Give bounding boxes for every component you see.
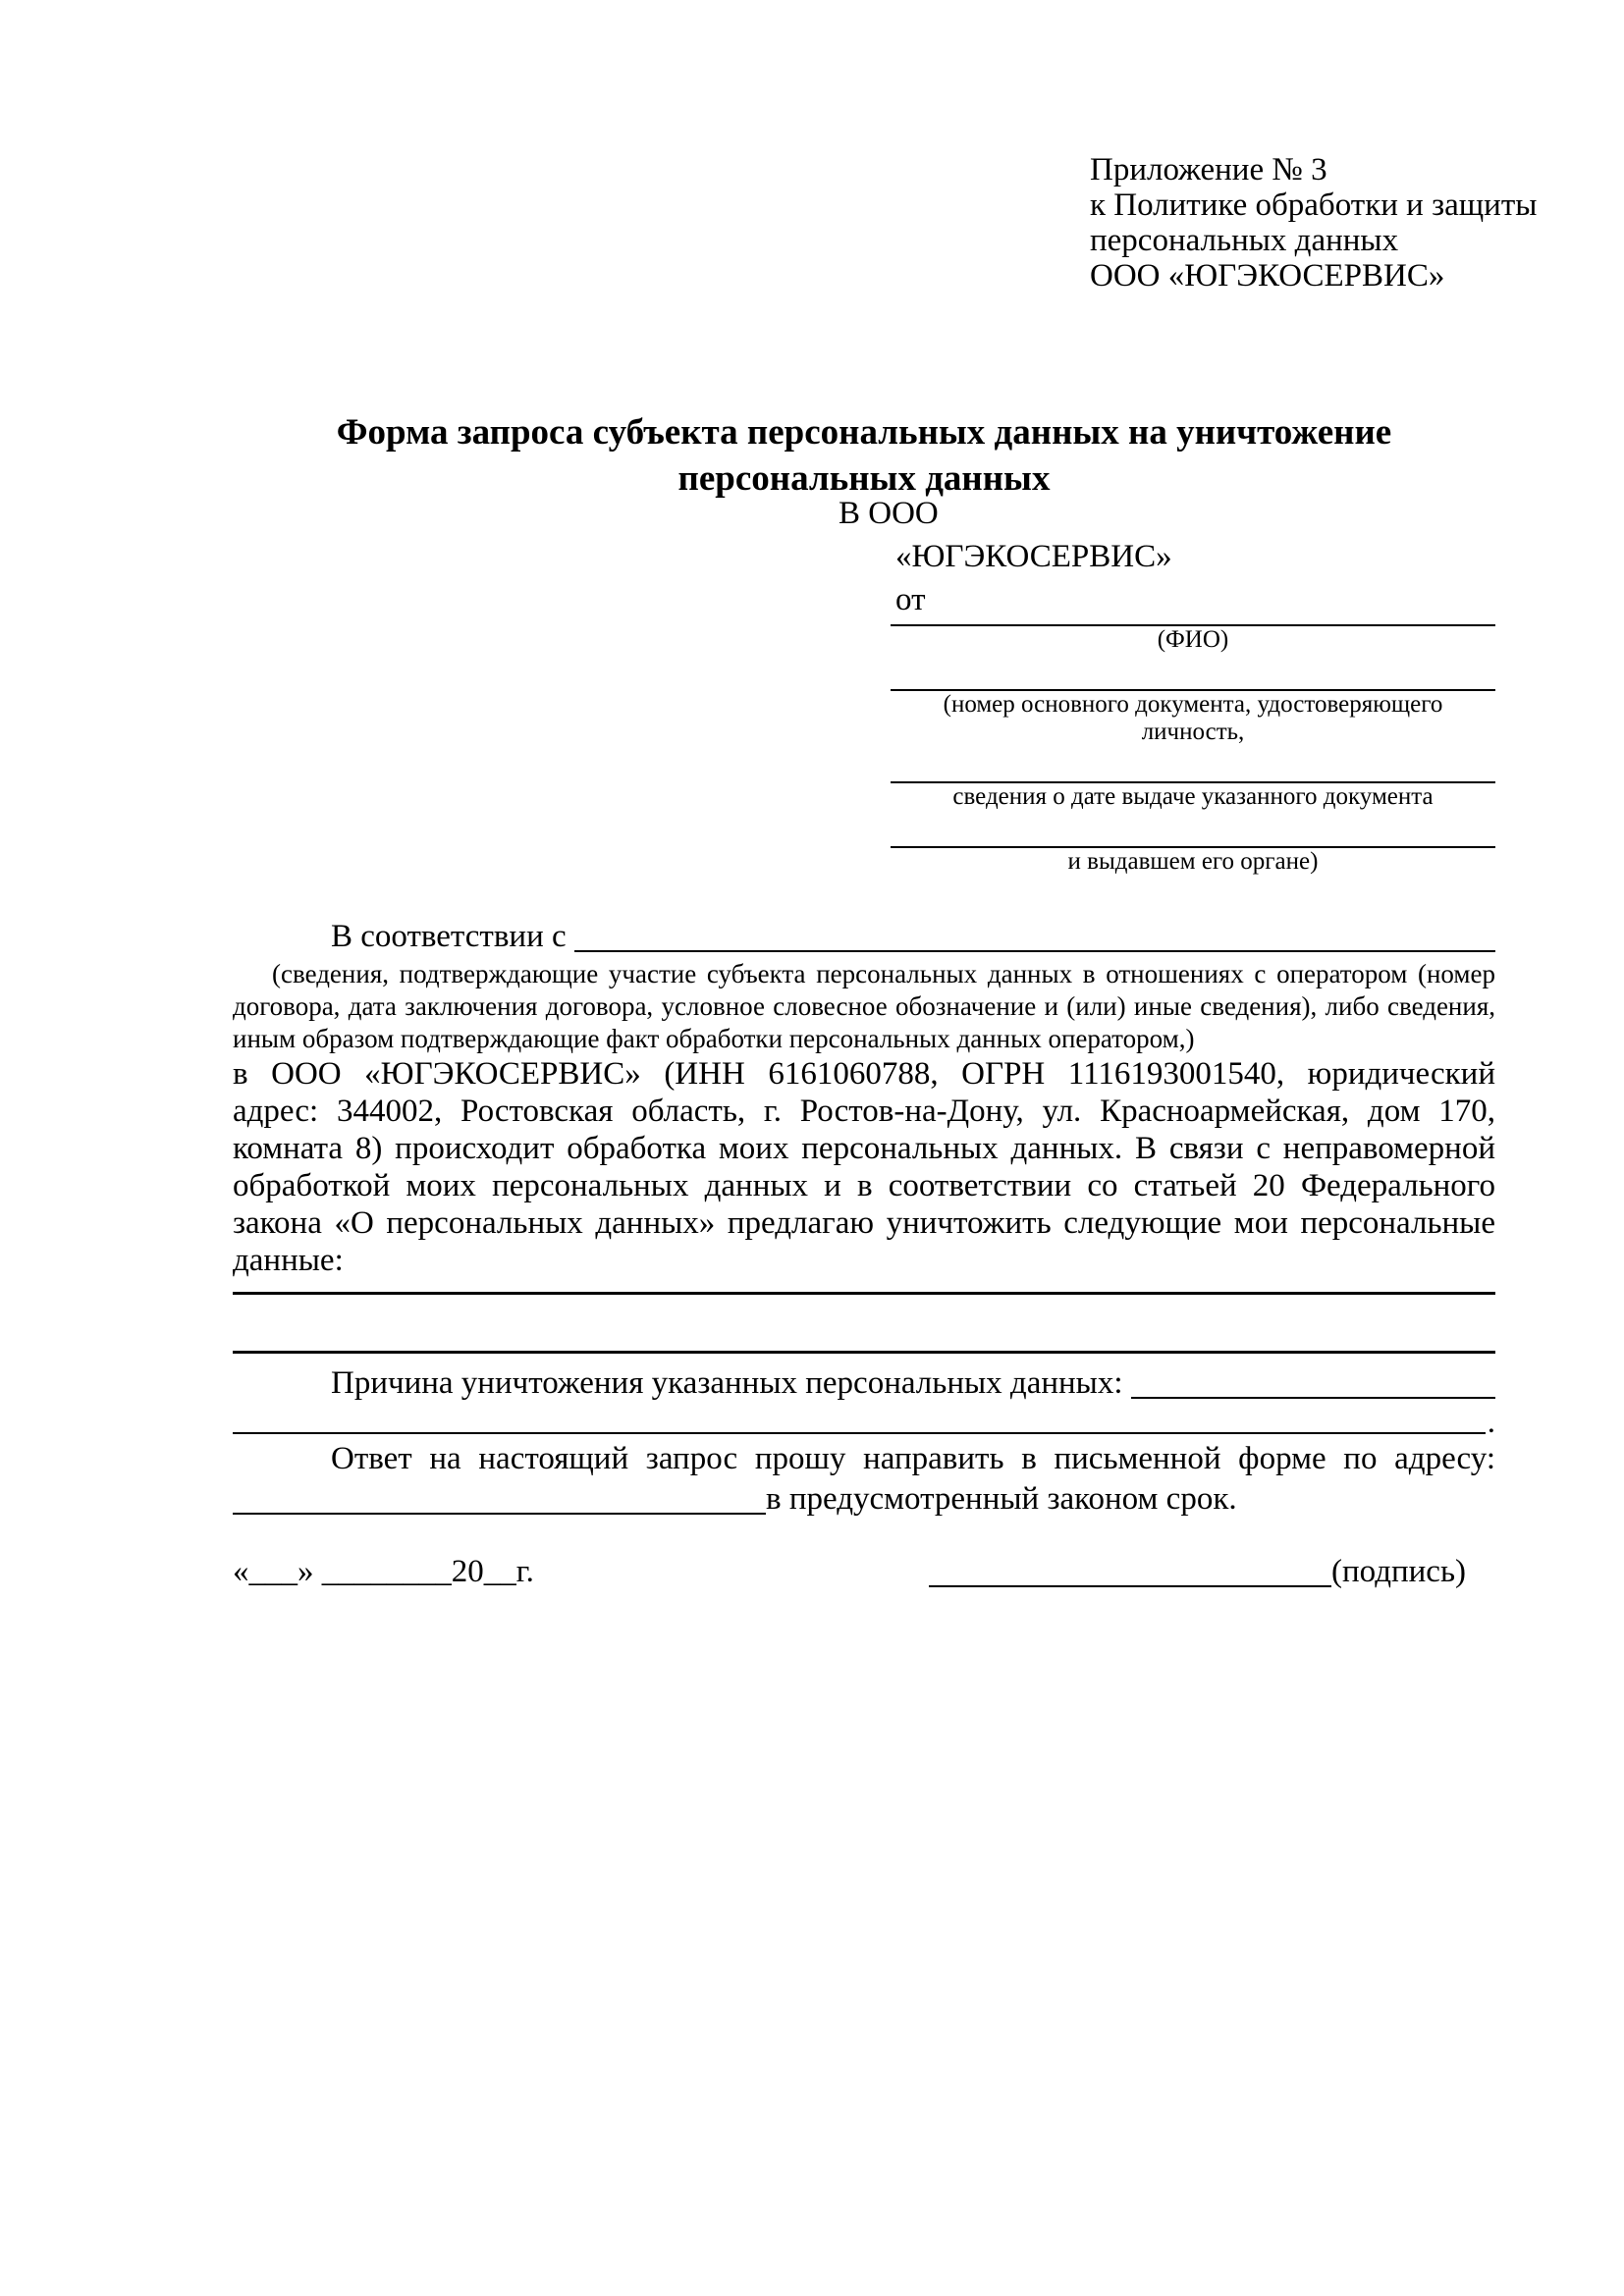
accordance-note: (сведения, подтверждающие участие субъекта персональных данных в отношениях с оператором (номер договора, дата заключения договора, условное словесное обозначение и (или) иные сведения), либо сведения, иным образом подтверждающие факт обработки персональных данных оператором,) xyxy=(233,959,1495,1053)
signature-caption: (подпись) xyxy=(1331,1554,1466,1589)
document-title xyxy=(233,409,1495,502)
reason-label: Причина уничтожения указанных персональных данных: xyxy=(331,1365,1131,1401)
reason-continuation-blank xyxy=(233,1405,1486,1434)
field-document-number xyxy=(233,654,1495,746)
reason-line xyxy=(233,1362,1495,1405)
issuing-authority-blank-line xyxy=(891,811,1495,848)
issue-date-blank-line xyxy=(891,746,1495,783)
addressee-org-name: «ЮГЭКОСЕРВИС» xyxy=(895,539,1172,574)
applicant-fields xyxy=(233,621,1495,876)
signature-blank-line xyxy=(929,1550,1331,1587)
date-signature-gap xyxy=(534,1550,929,1593)
accordance-blank-line xyxy=(574,915,1495,952)
appendix-line: персональных данных xyxy=(1090,223,1399,258)
field-issuing-authority xyxy=(233,811,1495,876)
document-number-blank-line xyxy=(891,654,1495,691)
reason-blank-line xyxy=(1131,1362,1495,1399)
addressee-org-prefix: В ООО xyxy=(839,496,939,531)
answer-tail-text: в предусмотренный законом срок. xyxy=(766,1481,1237,1517)
appendix-header xyxy=(1090,152,1538,294)
issuing-authority-caption: и выдавшем его органе) xyxy=(1067,848,1319,875)
title-line-1: Форма запроса субъекта персональных данных на уничтожение xyxy=(336,412,1392,453)
field-issue-date xyxy=(233,746,1495,811)
period-text: . xyxy=(1487,1405,1495,1440)
data-blank-line-1 xyxy=(233,1279,1495,1295)
accordance-lead-text: В соответствии с xyxy=(331,919,574,954)
address-line xyxy=(233,1477,1495,1521)
field-fio xyxy=(233,621,1495,654)
document-number-caption: (номер основного документа, удостоверяющего личность, xyxy=(943,691,1443,745)
data-blank-line-2 xyxy=(233,1295,1495,1354)
issue-date-caption: сведения о дате выдаче указанного документа xyxy=(952,783,1434,810)
answer-sentence: Ответ на настоящий запрос прошу направить в письменной форме по адресу: xyxy=(331,1441,1495,1476)
appendix-line: к Политике обработки и защиты xyxy=(1090,187,1538,223)
appendix-line: ООО «ЮГЭКОСЕРВИС» xyxy=(1090,258,1445,294)
reason-continuation-line xyxy=(233,1405,1495,1440)
addressee-from-label: от xyxy=(895,582,926,617)
accordance-line xyxy=(233,915,1495,958)
fio-caption: (ФИО) xyxy=(1157,626,1229,653)
title-line-2: персональных данных xyxy=(677,458,1051,499)
date-signature-row xyxy=(233,1550,1495,1593)
body-paragraph: в ООО «ЮГЭКОСЕРВИС» (ИНН 6161060788, ОГРН 1116193001540, юридический адрес: 344002, Ростовская область, г. Ростов-на-Дону, ул. Красноармейская, дом 170, комната 8) происходит обработка моих персональных данных. В связи с неправомерной обработкой моих персональных данных и в соответствии со статьей 20 Федерального закона «О персональных данных» предлагаю уничтожить следующие мои персональные данные: xyxy=(233,1056,1495,1278)
appendix-line: Приложение № 3 xyxy=(1090,152,1327,187)
addressee-block xyxy=(233,492,1495,621)
address-blank-line xyxy=(233,1477,766,1515)
date-placeholder: «___» ________20__г. xyxy=(233,1554,534,1589)
